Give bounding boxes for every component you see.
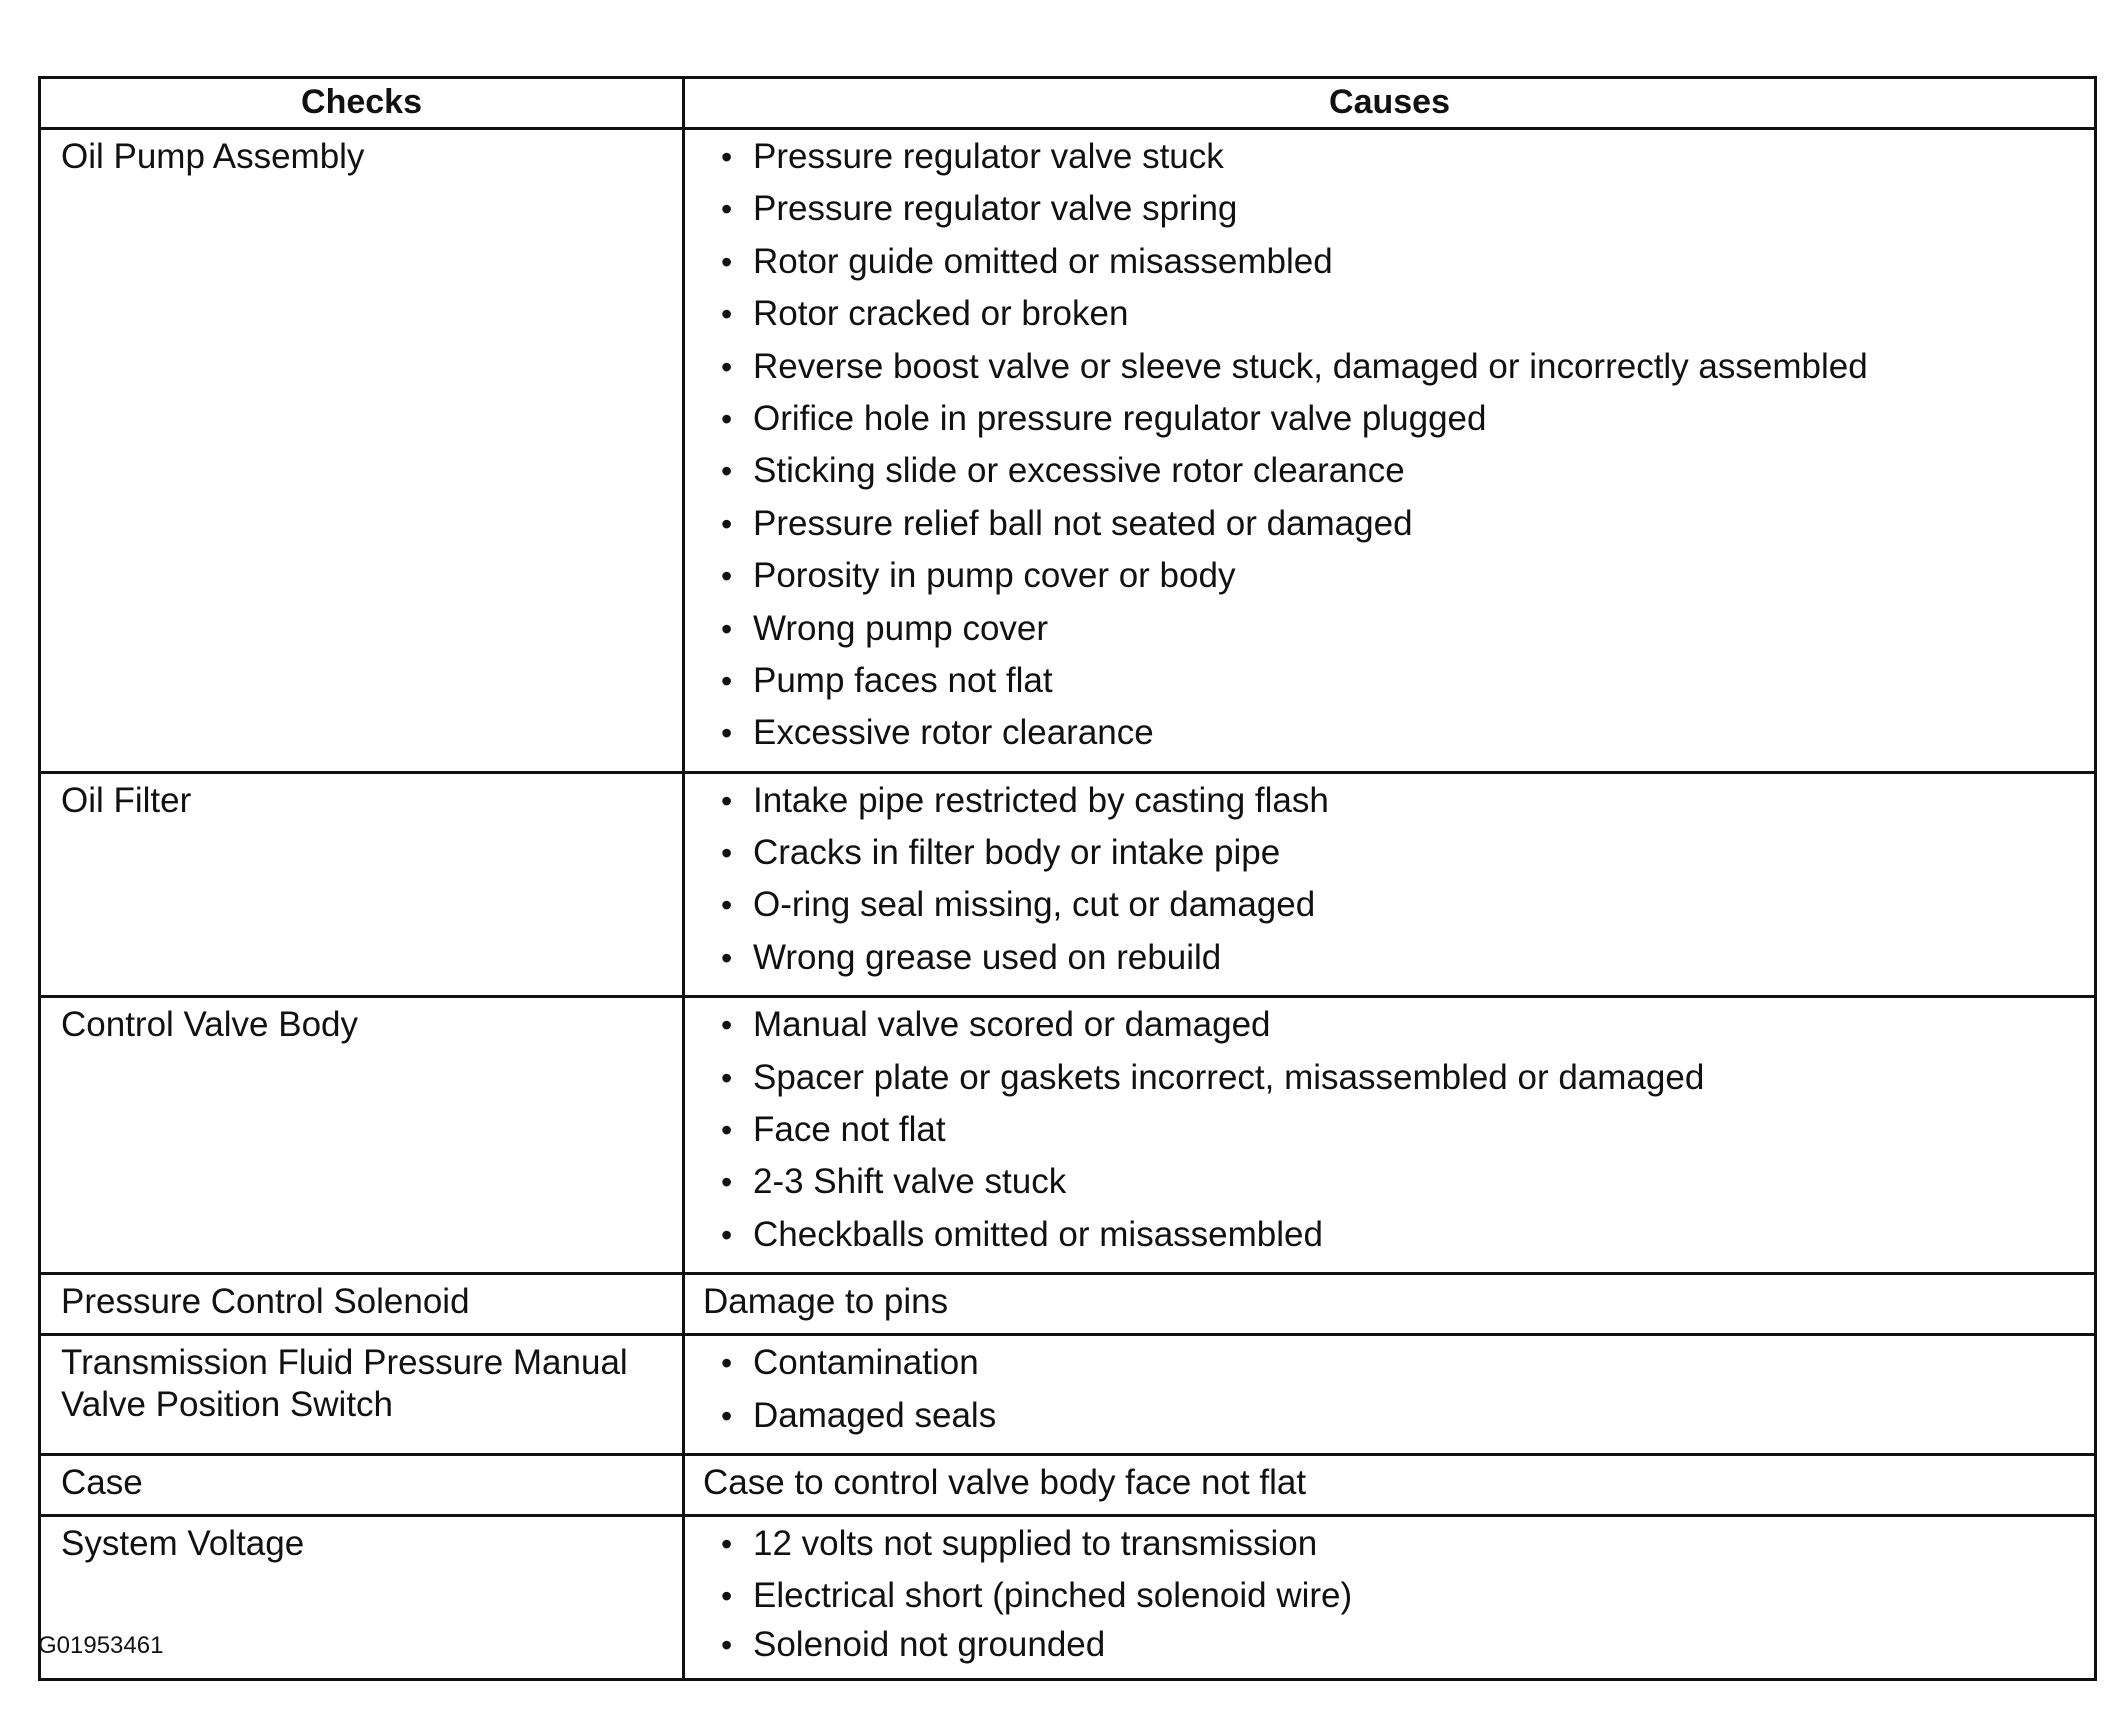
check-name: Pressure Control Solenoid <box>40 1274 684 1335</box>
bullet-icon: • <box>721 296 733 333</box>
cause-list <box>703 134 2074 763</box>
cause-item <box>703 134 2074 186</box>
cause-text: Damage to pins <box>684 1274 2096 1335</box>
bullet-icon: • <box>721 1626 733 1663</box>
cause-item <box>703 1626 2074 1670</box>
table-row <box>40 1274 2096 1335</box>
bullet-icon: • <box>721 1578 733 1615</box>
cause-text: Face not flat <box>753 1110 946 1150</box>
cause-text: Contamination <box>753 1343 979 1383</box>
cause-item <box>703 1521 2074 1573</box>
cause-item <box>703 1002 2074 1054</box>
cause-item <box>703 1107 2074 1159</box>
bullet-icon: • <box>721 782 733 819</box>
cause-text: Pump faces not flat <box>753 660 1053 700</box>
cause-text: Cracks in filter body or intake pipe <box>753 833 1281 873</box>
bullet-icon: • <box>721 1345 733 1382</box>
table-row <box>40 772 2096 997</box>
cause-text: Intake pipe restricted by casting flash <box>753 780 1329 820</box>
cause-item <box>703 882 2074 934</box>
cause-item <box>703 186 2074 238</box>
cause-item <box>703 1159 2074 1211</box>
bullet-icon: • <box>721 558 733 595</box>
bullet-icon: • <box>721 1059 733 1096</box>
cause-text: Porosity in pump cover or body <box>753 556 1236 596</box>
cause-text: Wrong pump cover <box>753 608 1049 648</box>
check-name: Oil Filter <box>40 772 684 997</box>
bullet-icon: • <box>721 348 733 385</box>
cause-item <box>703 606 2074 658</box>
cause-text: Pressure regulator valve spring <box>753 189 1238 229</box>
cause-list <box>703 1002 2074 1264</box>
causes-cell <box>684 129 2096 773</box>
cause-list <box>703 1340 2074 1445</box>
check-name: Oil Pump Assembly <box>40 129 684 773</box>
cause-item <box>703 448 2074 500</box>
causes-cell <box>684 1335 2096 1455</box>
check-name: Transmission Fluid Pressure Manual Valve Position Switch <box>40 1335 684 1455</box>
cause-item <box>703 344 2074 396</box>
cause-text: Rotor cracked or broken <box>753 294 1129 334</box>
cause-text: 2-3 Shift valve stuck <box>753 1162 1067 1202</box>
bullet-icon: • <box>721 887 733 924</box>
bullet-icon: • <box>721 939 733 976</box>
cause-item <box>703 239 2074 291</box>
bullet-icon: • <box>721 610 733 647</box>
cause-text: Solenoid not grounded <box>753 1624 1106 1664</box>
header-row <box>40 78 2096 129</box>
cause-text: Wrong grease used on rebuild <box>753 937 1222 977</box>
table-row <box>40 997 2096 1274</box>
cause-text: Spacer plate or gaskets incorrect, misassembled or damaged <box>753 1057 1705 1097</box>
figure-id: G01953461 <box>38 1632 164 1659</box>
cause-item <box>703 291 2074 343</box>
bullet-icon: • <box>721 505 733 542</box>
bullet-icon: • <box>721 1216 733 1253</box>
table-row <box>40 129 2096 773</box>
cause-item <box>703 396 2074 448</box>
check-name: Case <box>40 1454 684 1515</box>
cause-text: O-ring seal missing, cut or damaged <box>753 885 1316 925</box>
cause-text: Sticking slide or excessive rotor clearance <box>753 451 1405 491</box>
cause-item <box>703 553 2074 605</box>
bullet-icon: • <box>721 191 733 228</box>
cause-text: Case to control valve body face not flat <box>684 1454 2096 1515</box>
bullet-icon: • <box>721 1397 733 1434</box>
bullet-icon: • <box>721 1112 733 1149</box>
check-name: Control Valve Body <box>40 997 684 1274</box>
cause-text: Checkballs omitted or misassembled <box>753 1214 1323 1254</box>
bullet-icon: • <box>721 243 733 280</box>
bullet-icon: • <box>721 400 733 437</box>
cause-list <box>703 778 2074 988</box>
cause-list <box>703 1521 2074 1670</box>
causes-cell <box>684 997 2096 1274</box>
bullet-icon: • <box>721 715 733 752</box>
cause-text: Manual valve scored or damaged <box>753 1005 1271 1045</box>
cause-item <box>703 1212 2074 1264</box>
table-row <box>40 1454 2096 1515</box>
bullet-icon: • <box>721 139 733 175</box>
cause-text: Damaged seals <box>753 1395 997 1435</box>
cause-text: Reverse boost valve or sleeve stuck, damaged or incorrectly assembled <box>753 346 1868 386</box>
cause-item <box>703 830 2074 882</box>
cause-item <box>703 1393 2074 1445</box>
bullet-icon: • <box>721 1164 733 1201</box>
cause-item <box>703 710 2074 762</box>
cause-item <box>703 935 2074 987</box>
cause-text: Rotor guide omitted or misassembled <box>753 241 1333 281</box>
cause-item <box>703 658 2074 710</box>
table-row <box>40 1515 2096 1679</box>
checks-header: Checks <box>40 78 684 129</box>
cause-text: Excessive rotor clearance <box>753 713 1154 753</box>
causes-cell <box>684 772 2096 997</box>
cause-text: Pressure relief ball not seated or damaged <box>753 503 1413 543</box>
cause-text: Pressure regulator valve stuck <box>753 137 1224 176</box>
cause-text: Orifice hole in pressure regulator valve plugged <box>753 398 1487 438</box>
bullet-icon: • <box>721 1007 733 1044</box>
diagnosis-table <box>38 76 2097 1681</box>
table-row <box>40 1335 2096 1455</box>
causes-header: Causes <box>684 78 2096 129</box>
bullet-icon: • <box>721 453 733 490</box>
bullet-icon: • <box>721 662 733 699</box>
cause-item <box>703 1573 2074 1625</box>
cause-item <box>703 501 2074 553</box>
cause-item <box>703 778 2074 830</box>
cause-text: 12 volts not supplied to transmission <box>753 1523 1318 1563</box>
cause-item <box>703 1055 2074 1107</box>
bullet-icon: • <box>721 1525 733 1562</box>
cause-item <box>703 1340 2074 1392</box>
cause-text: Electrical short (pinched solenoid wire) <box>753 1576 1353 1616</box>
check-name: System Voltage <box>40 1515 684 1679</box>
bullet-icon: • <box>721 835 733 872</box>
causes-cell <box>684 1515 2096 1679</box>
